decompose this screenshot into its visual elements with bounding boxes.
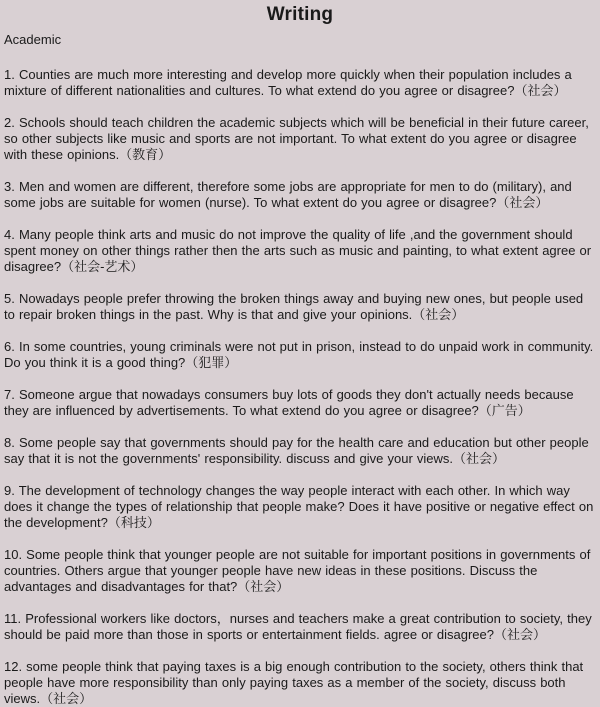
list-item-4: 4. Many people think arts and music do not improve the quality of life ,and the government should spent money on other things rather then the arts such as music and painting, to what extent agree or disagree?（社会-艺术） [4, 227, 592, 274]
list-item-8: 8. Some people say that governments should pay for the health care and education but other people say that it is not the governments' responsibility. discuss and give your views.（社会） [4, 435, 589, 466]
list-item-10: 10. Some people think that younger people are not suitable for important positions in governments of countries. Others argue that younger people have new ideas in these positions. Discuss the advantages and disadvantages for that?（社会） [4, 547, 591, 594]
list-item-12: 12. some people think that paying taxes is a big enough contribution to the society, others think that people have more responsibility than only paying taxes as a member of the society, discuss both views.（社会） [4, 659, 584, 706]
list-item-5: 5. Nowadays people prefer throwing the broken things away and buying new ones, but people used to repair broken things in the past. Why is that and give your opinions.（社会） [4, 291, 584, 322]
list-item-1: 1. Counties are much more interesting and develop more quickly when their population includes a mixture of different nationalities and cultures. To what extend do you agree or disagree?（社会） [4, 67, 572, 98]
list-item-3: 3. Men and women are different, therefore some jobs are appropriate for men to do (military), and some jobs are suitable for women (nurse). To what extent do you agree or disagree?（社会） [4, 179, 572, 210]
list-item-2: 2. Schools should teach children the academic subjects which will be beneficial in their future career, so other subjects like music and sports are not important. To what extent do you agree or disagree with these opinions.（教育） [4, 115, 589, 162]
list-item-6: 6. In some countries, young criminals were not put in prison, instead to do unpaid work in community. Do you think it is a good thing?（犯罪） [4, 339, 594, 370]
page-title: Writing [266, 4, 334, 25]
list-item-7: 7. Someone argue that nowadays consumers buy lots of goods they don't actually needs because they are influenced by advertisements. To what extend do you agree or disagree?（广告） [4, 387, 574, 418]
list-item-9: 9. The development of technology changes the way people interact with each other. In which way does it change the types of relationship that people make? Does it have positive or negative effect on the development?（科技） [4, 483, 594, 530]
list-item-11: 11. Professional workers like doctors，nurses and teachers make a great contribution to society, they should be paid more than those in sports or entertainment fields. agree or disagree?（社会） [4, 611, 592, 642]
section-heading: Academic [4, 32, 62, 47]
